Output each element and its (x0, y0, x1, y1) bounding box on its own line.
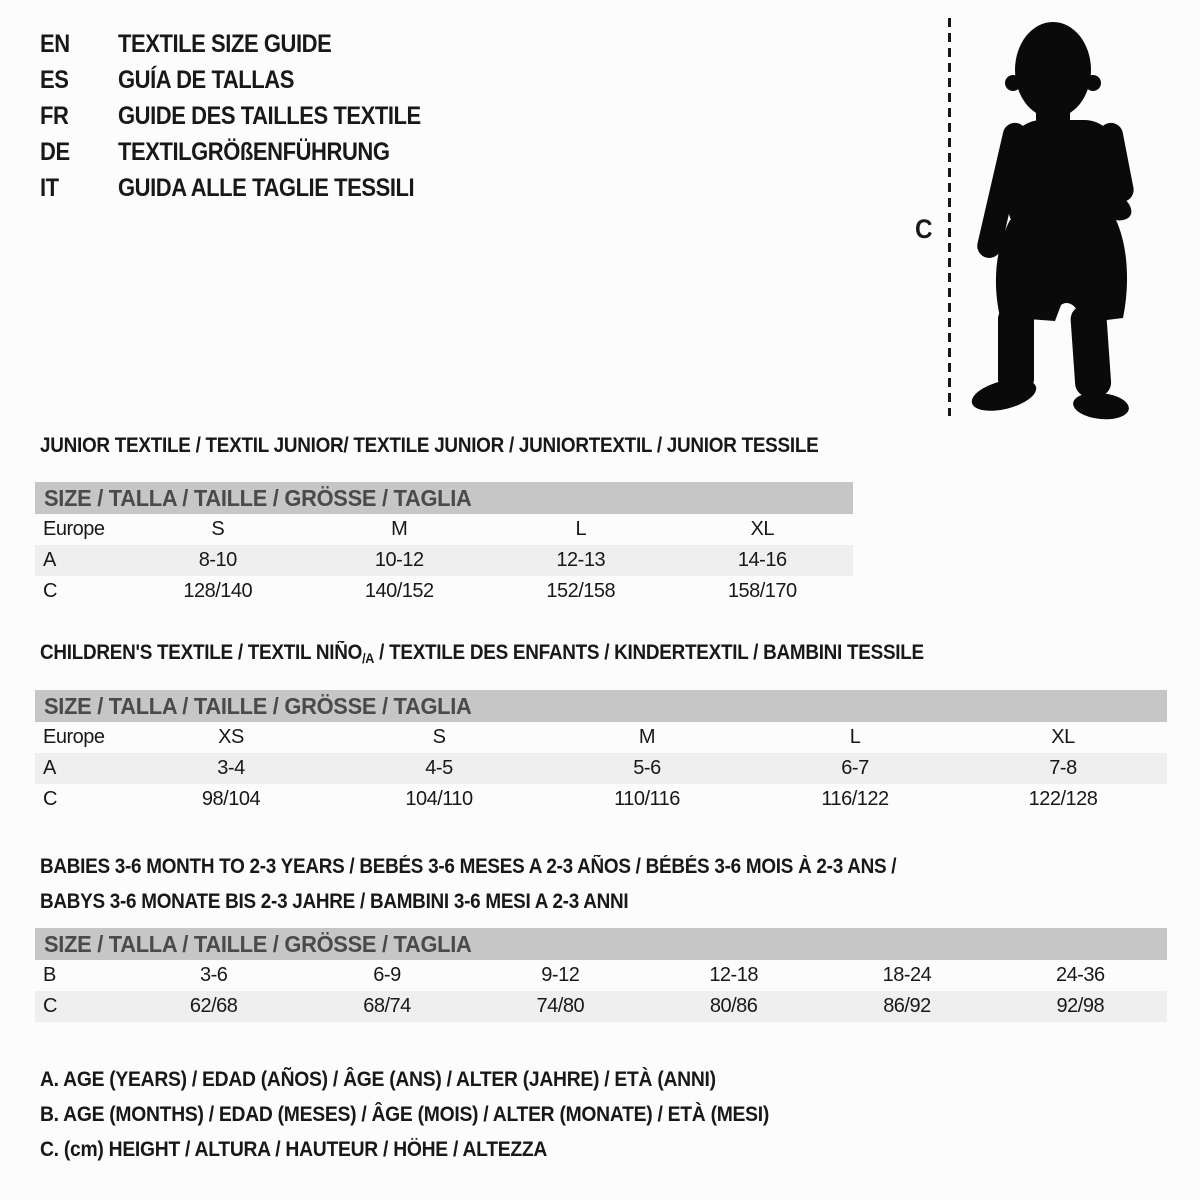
lang-row-de (40, 134, 462, 170)
height-cell: 62/68 (189, 995, 238, 1017)
junior-europe-row (35, 514, 853, 545)
height-cell: 152/158 (546, 580, 616, 602)
age-cell: 4-5 (425, 757, 453, 779)
lang-code-en: EN (40, 29, 70, 58)
height-cell: 68/74 (363, 995, 411, 1017)
age-cell: 5-6 (633, 757, 661, 779)
row-label: A (43, 549, 56, 571)
height-cell: 110/116 (614, 788, 680, 810)
height-cell: 122/128 (1028, 788, 1098, 810)
age-cell: 7-8 (1049, 757, 1077, 779)
height-cell: 86/92 (883, 995, 931, 1017)
height-label-c: C (915, 214, 933, 244)
height-cell: 104/110 (405, 788, 473, 810)
row-label: C (43, 580, 57, 602)
age-cell: 6-9 (373, 964, 401, 986)
age-cell: 18-24 (882, 964, 932, 986)
junior-size-table (35, 482, 853, 607)
babies-size-table (35, 928, 1167, 1022)
row-label: B (43, 964, 56, 986)
children-age-row (35, 753, 1167, 784)
lang-code-fr: FR (40, 101, 69, 130)
height-dashed-line (948, 18, 951, 416)
size-cell: S (432, 726, 446, 748)
lang-title-it: GUIDA ALLE TAGLIE TESSILI (118, 173, 415, 202)
age-cell: 3-4 (217, 757, 245, 779)
babies-section-title: BABIES 3-6 MONTH TO 2-3 YEARS / BEBÉS 3-6 MESES A 2-3 AÑOS / BÉBÉS 3-6 MOIS À 2-3 ANS / BABYS 3-6 MONATE BIS 2-3 JAHRE / BAMBINI 3-6 MESI A 2-3 ANNI (40, 855, 897, 913)
lang-row-fr (40, 98, 462, 134)
children-section-title: CHILDREN'S TEXTILE / TEXTIL $NIÑO_{/A}$ / TEXTILE DES ENFANTS / KINDERTEXTIL / BAMBINI TESSILE (40, 641, 924, 666)
row-label: Europe (43, 726, 105, 748)
height-cell: 74/80 (536, 995, 585, 1017)
children-table-header-bar: SIZE / TALLA / TAILLE / GRÖSSE / TAGLIA (35, 690, 1167, 722)
children-size-table (35, 690, 1167, 815)
size-cell: XL (1051, 726, 1075, 748)
age-cell: 6-7 (841, 757, 869, 779)
lang-row-it (40, 170, 462, 206)
age-cell: 24-36 (1055, 964, 1105, 986)
size-cell: S (211, 518, 225, 540)
row-label: C (43, 995, 57, 1017)
children-height-row (35, 784, 1167, 815)
row-label: A (43, 757, 56, 779)
age-cell: 3-6 (199, 964, 228, 986)
height-cell: 80/86 (709, 995, 758, 1017)
junior-height-row (35, 576, 853, 607)
lang-row-en (40, 26, 462, 62)
lang-title-es: GUÍA DE TALLAS (118, 65, 294, 94)
junior-table-header-bar: SIZE / TALLA / TAILLE / GRÖSSE / TAGLIA (35, 482, 853, 514)
height-cell: 158/170 (727, 580, 797, 602)
babies-table-header-bar: SIZE / TALLA / TAILLE / GRÖSSE / TAGLIA (35, 928, 1167, 960)
age-cell: 10-12 (374, 549, 424, 571)
size-cell: L (849, 726, 861, 748)
babies-months-row (35, 960, 1167, 991)
height-cell: 98/104 (201, 788, 261, 810)
lang-title-en: TEXTILE SIZE GUIDE (118, 29, 332, 58)
nino-a-subscript: /A (362, 650, 375, 666)
lang-title-de: TEXTILGRÖßENFÜHRUNG (118, 137, 390, 166)
measurement-legend (40, 1062, 832, 1167)
lang-row-es (40, 62, 462, 98)
language-title-list (40, 26, 462, 206)
size-cell: XL (750, 518, 774, 540)
age-cell: 9-12 (541, 964, 580, 986)
row-label: Europe (43, 518, 105, 540)
lang-code-it: IT (40, 173, 59, 202)
height-cell: 128/140 (183, 580, 253, 602)
lang-code-de: DE (40, 137, 70, 166)
row-label: C (43, 788, 57, 810)
babies-height-row (35, 991, 1167, 1022)
size-cell: M (638, 726, 656, 748)
size-cell: L (575, 518, 587, 540)
height-cell: 116/122 (821, 788, 889, 810)
age-cell: 12-18 (709, 964, 758, 986)
junior-section-title: JUNIOR TEXTILE / TEXTIL JUNIOR/ TEXTILE JUNIOR / JUNIORTEXTIL / JUNIOR TESSILE (40, 434, 819, 457)
age-cell: 14-16 (737, 549, 787, 571)
lang-title-fr: GUIDE DES TAILLES TEXTILE (118, 101, 421, 130)
legend-line-a: A. AGE (YEARS) / EDAD (AÑOS) / ÂGE (ANS) / ALTER (JAHRE) / ETÀ (ANNI) (40, 1068, 716, 1091)
junior-age-row (35, 545, 853, 576)
age-cell: 12-13 (556, 549, 606, 571)
legend-line-b: B. AGE (MONTHS) / EDAD (MESES) / ÂGE (MOIS) / ALTER (MONATE) / ETÀ (MESI) (40, 1103, 770, 1126)
height-cell: 92/98 (1056, 995, 1105, 1017)
size-cell: M (391, 518, 408, 540)
legend-line-c: C. (cm) HEIGHT / ALTURA / HAUTEUR / HÖHE / ALTEZZA (40, 1138, 548, 1161)
height-cell: 140/152 (364, 580, 434, 602)
toddler-silhouette-icon (968, 20, 1143, 420)
size-cell: XS (218, 726, 244, 748)
age-cell: 8-10 (198, 549, 237, 571)
lang-code-es: ES (40, 65, 69, 94)
children-europe-row (35, 722, 1167, 753)
